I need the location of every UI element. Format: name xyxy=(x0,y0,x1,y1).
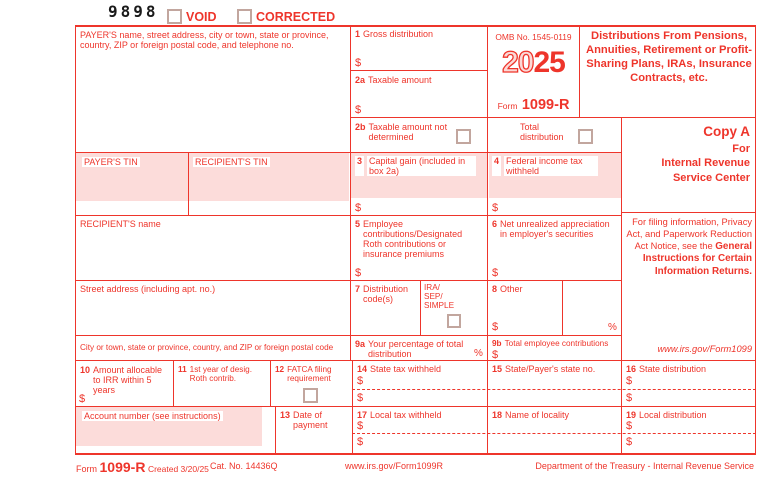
form1099-url[interactable]: www.irs.gov/Form1099 xyxy=(657,344,752,354)
divider xyxy=(75,360,756,361)
box15-label: 15 State/Payer's state no. xyxy=(492,364,596,374)
footer-url[interactable]: www.irs.gov/Form1099R xyxy=(345,461,444,471)
divider xyxy=(75,152,622,153)
box19-label: 19 Local distribution xyxy=(626,410,707,420)
ira-sep-simple-checkbox[interactable] xyxy=(447,314,461,328)
divider xyxy=(350,70,487,71)
box3-label: 3 Capital gain (included in box 2a) xyxy=(355,156,481,176)
box9a-percent: % xyxy=(474,348,483,359)
total-distribution-label: Total distribution xyxy=(520,122,564,143)
divider xyxy=(350,117,756,118)
box1-dollar: $ xyxy=(355,57,362,69)
payer-info-label: PAYER'S name, street address, city or town, state or province, country, ZIP or foreign postal code, and telephone no. xyxy=(80,30,329,51)
box16-dollar2: $ xyxy=(626,392,633,404)
omb-number: OMB No. 1545-0119 xyxy=(495,32,572,42)
form-title: Distributions From Pensions, Annuities, Retirement or Profit-Sharing Plans, IRAs, Insurance Contracts, etc. xyxy=(586,30,752,85)
void-checkbox[interactable] xyxy=(167,9,182,24)
divider xyxy=(420,280,421,335)
street-address-label: Street address (including apt. no.) xyxy=(80,284,216,294)
copy-a-destination: For Internal Revenue Service Center xyxy=(661,143,750,184)
box3-dollar: $ xyxy=(355,202,362,214)
divider xyxy=(75,335,622,336)
footer-form-id: Form 1099-R Created 3/20/25 xyxy=(76,459,209,475)
filing-information-note: For filing information, Privacy Act, and Paperwork Reduction Act Notice, see the General Instructions for Certain Information Returns. xyxy=(626,217,752,278)
box17-dollar1: $ xyxy=(357,420,364,432)
divider xyxy=(562,280,563,335)
entry-dashed-line xyxy=(352,433,756,434)
recipient-name-label: RECIPIENT'S name xyxy=(80,219,161,229)
taxable-not-determined-checkbox[interactable] xyxy=(456,129,471,144)
divider xyxy=(352,360,353,453)
divider xyxy=(75,215,622,216)
catalog-number: Cat. No. 14436Q xyxy=(210,461,278,471)
divider xyxy=(75,453,756,455)
box1-label: 1 Gross distribution xyxy=(355,29,434,39)
box16-label: 16 State distribution xyxy=(626,364,707,374)
divider xyxy=(350,25,351,360)
tax-year: 2025 xyxy=(502,46,565,79)
box8-label: 8 Other xyxy=(492,284,523,294)
divider xyxy=(275,406,276,453)
city-label: City or town, state or province, country, and ZIP or foreign postal code xyxy=(80,343,334,352)
box18-label: 18 Name of locality xyxy=(492,410,570,420)
box8-percent: % xyxy=(608,322,617,333)
box19-dollar2: $ xyxy=(626,436,633,448)
corrected-checkbox[interactable] xyxy=(237,9,252,24)
divider xyxy=(173,360,174,406)
box4-label: 4 Federal income tax withheld xyxy=(492,156,614,176)
divider xyxy=(487,25,488,453)
box19-dollar1: $ xyxy=(626,420,633,432)
box16-dollar1: $ xyxy=(626,375,633,387)
fatca-checkbox[interactable] xyxy=(303,388,318,403)
box14-dollar1: $ xyxy=(357,375,364,387)
box14-dollar2: $ xyxy=(357,392,364,404)
entry-dashed-line xyxy=(352,389,756,390)
box7-label: 7 Distribution code(s) xyxy=(355,284,409,305)
box17-label: 17 Local tax withheld xyxy=(357,410,442,420)
box6-label: 6 Net unrealized appreciation in employer's securities xyxy=(492,219,610,240)
divider xyxy=(755,25,756,453)
box11-label: 11 1st year of desig. Roth contrib. xyxy=(178,365,253,384)
box2b-label: 2b Taxable amount not determined xyxy=(355,122,448,143)
box6-dollar: $ xyxy=(492,267,499,279)
payer-tin-label: PAYER'S TIN xyxy=(84,157,138,167)
divider xyxy=(75,25,756,27)
box5-dollar: $ xyxy=(355,267,362,279)
box17-dollar2: $ xyxy=(357,436,364,448)
box9b-label: 9b Total employee contributions xyxy=(492,339,609,348)
box9a-label: 9a Your percentage of total distribution xyxy=(355,339,464,360)
divider xyxy=(270,360,271,406)
box14-label: 14 State tax withheld xyxy=(357,364,442,374)
corrected-label: CORRECTED xyxy=(256,10,336,24)
divider xyxy=(188,152,189,215)
divider xyxy=(75,280,622,281)
account-number-label: Account number (see instructions) xyxy=(84,411,221,421)
divider xyxy=(75,406,756,407)
box8-dollar: $ xyxy=(492,321,499,333)
divider xyxy=(621,212,756,213)
box4-dollar: $ xyxy=(492,202,499,214)
box10-label: 10 Amount allocable to IRR within 5 years xyxy=(80,365,163,396)
treasury-label: Department of the Treasury - Internal Revenue Service xyxy=(535,461,754,471)
box9b-dollar: $ xyxy=(492,349,499,361)
void-label: VOID xyxy=(186,10,217,24)
total-distribution-checkbox[interactable] xyxy=(578,129,593,144)
box2a-dollar: $ xyxy=(355,104,362,116)
ocr-form-code: 9898 xyxy=(108,2,159,21)
box10-dollar: $ xyxy=(79,393,86,405)
box13-label: 13 Date of payment xyxy=(280,410,328,431)
recipient-tin-label: RECIPIENT'S TIN xyxy=(195,157,268,167)
divider xyxy=(579,25,580,117)
box12-label: 12 FATCA filing requirement xyxy=(275,365,332,384)
form-number-block: Form 1099-R xyxy=(497,97,570,113)
divider xyxy=(75,25,76,453)
box5-label: 5 Employee contributions/Designated Roth contributions or insurance premiums xyxy=(355,219,463,260)
ira-sep-simple-label: IRA/ SEP/ SIMPLE xyxy=(424,283,455,311)
box2a-label: 2a Taxable amount xyxy=(355,75,432,85)
copy-a-label: Copy A xyxy=(703,124,750,139)
